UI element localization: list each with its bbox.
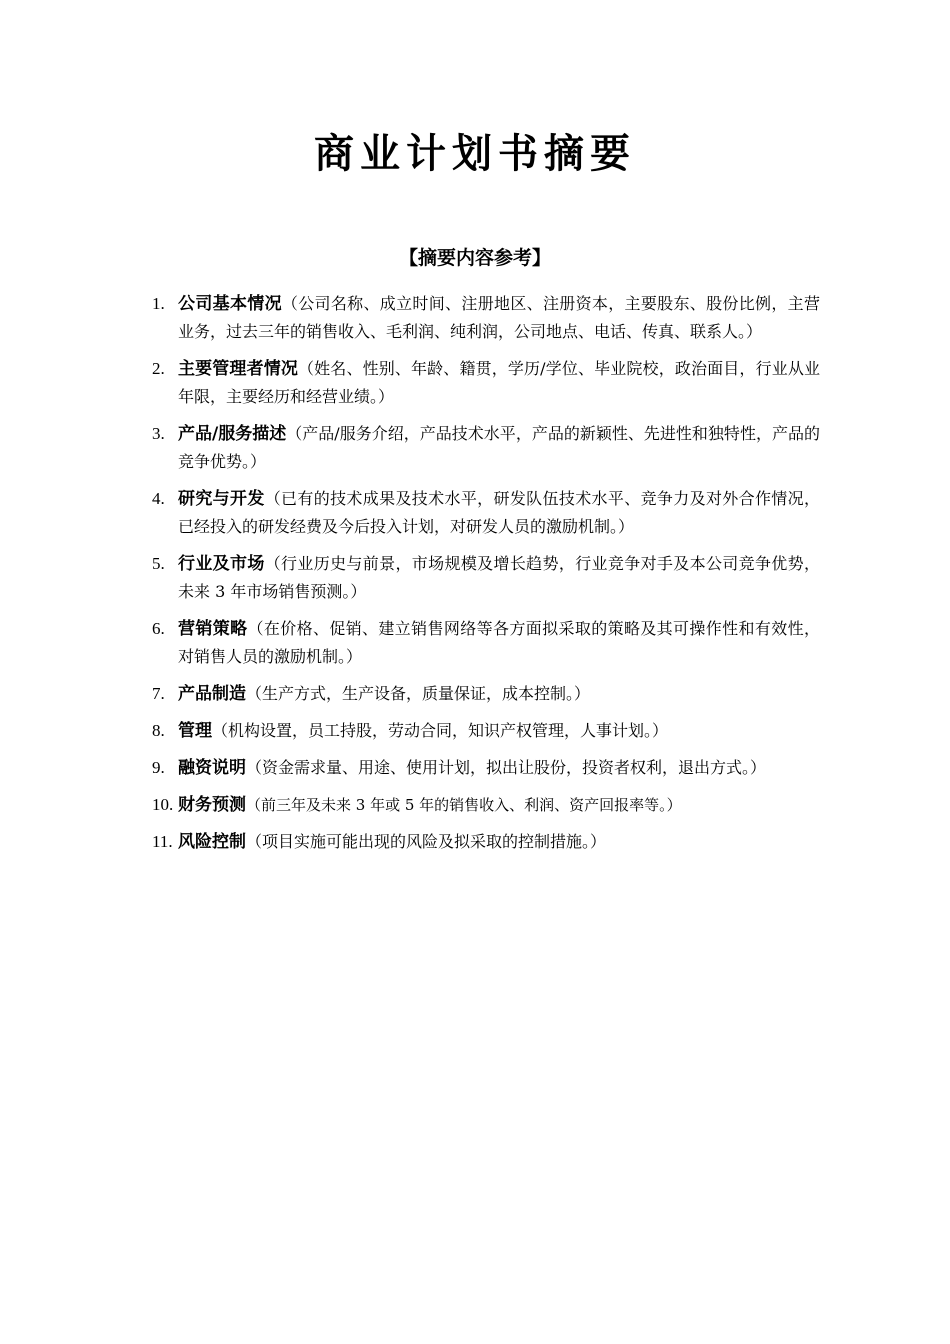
item-description: （公司名称、成立时间、注册地区、注册资本，主要股东、股份比例，主营业务，过去三年的销售收入、毛利润、纯利润，公司地点、电话、传真、联系人。） [178, 294, 820, 341]
section-subtitle: 【摘要内容参考】 [398, 247, 551, 269]
item-body [178, 615, 820, 671]
item-heading: 产品/服务描述 [178, 424, 287, 444]
item-number: 10. [152, 795, 174, 814]
item-description: （生产方式，生产设备，质量保证，成本控制。） [246, 684, 591, 703]
item-description: （项目实施可能出现的风险及拟采取的控制措施。） [246, 832, 607, 851]
item-body [178, 420, 820, 476]
item-number: 3. [152, 424, 165, 443]
item-body [178, 791, 820, 819]
page-title: 商业计划书摘要 [314, 130, 636, 177]
list-item [152, 485, 820, 541]
item-heading: 财务预测 [178, 795, 246, 815]
item-heading: 行业及市场 [178, 554, 265, 574]
item-body [178, 355, 820, 411]
item-body [178, 290, 820, 346]
item-description: （已有的技术成果及技术水平，研发队伍技术水平、竞争力及对外合作情况，已经投入的研发经费及今后投入计划，对研发人员的激励机制。） [178, 489, 820, 536]
item-number: 1. [152, 294, 165, 313]
item-body [178, 754, 820, 782]
item-number: 4. [152, 489, 165, 508]
item-number: 6. [152, 619, 165, 638]
item-heading: 产品制造 [178, 684, 246, 704]
item-description: （产品/服务介绍，产品技术水平，产品的新颖性、先进性和独特性，产品的竞争优势。） [178, 424, 820, 471]
list-item [152, 420, 820, 476]
list-item [152, 550, 820, 606]
item-description: （在价格、促销、建立销售网络等各方面拟采取的策略及其可操作性和有效性，对销售人员的激励机制。） [178, 619, 820, 666]
item-heading: 风险控制 [178, 832, 246, 852]
item-description: （前三年及未来 3 年或 5 年的销售收入、利润、资产回报率等。） [246, 796, 682, 814]
item-number: 5. [152, 554, 165, 573]
item-number: 9. [152, 758, 165, 777]
item-description: （资金需求量、用途、使用计划，拟出让股份，投资者权利，退出方式。） [246, 758, 767, 777]
item-description: （姓名、性别、年龄、籍贯，学历/学位、毕业院校，政治面目，行业从业年限，主要经历和经营业绩。） [178, 359, 820, 406]
item-heading: 研究与开发 [178, 489, 265, 509]
list-item [152, 290, 820, 346]
item-body [178, 550, 820, 606]
item-number: 7. [152, 684, 165, 703]
item-body [178, 828, 820, 856]
list-item [152, 717, 820, 745]
item-heading: 融资说明 [178, 758, 246, 778]
item-heading: 管理 [178, 721, 212, 741]
list-item [152, 615, 820, 671]
item-number: 8. [152, 721, 165, 740]
item-number: 11. [152, 832, 173, 851]
list-item [152, 791, 820, 819]
list-item [152, 355, 820, 411]
item-description: （行业历史与前景，市场规模及增长趋势，行业竞争对手及本公司竞争优势，未来 3 年市场销售预测。） [178, 554, 820, 601]
item-body [178, 485, 820, 541]
list-item [152, 828, 820, 856]
item-heading: 营销策略 [178, 619, 248, 639]
item-body [178, 717, 820, 745]
item-heading: 主要管理者情况 [178, 359, 299, 379]
item-number: 2. [152, 359, 165, 378]
item-body [178, 680, 820, 708]
summary-list [152, 290, 820, 865]
list-item [152, 680, 820, 708]
list-item [152, 754, 820, 782]
item-description: （机构设置，员工持股，劳动合同，知识产权管理，人事计划。） [212, 721, 669, 740]
item-heading: 公司基本情况 [178, 294, 282, 314]
